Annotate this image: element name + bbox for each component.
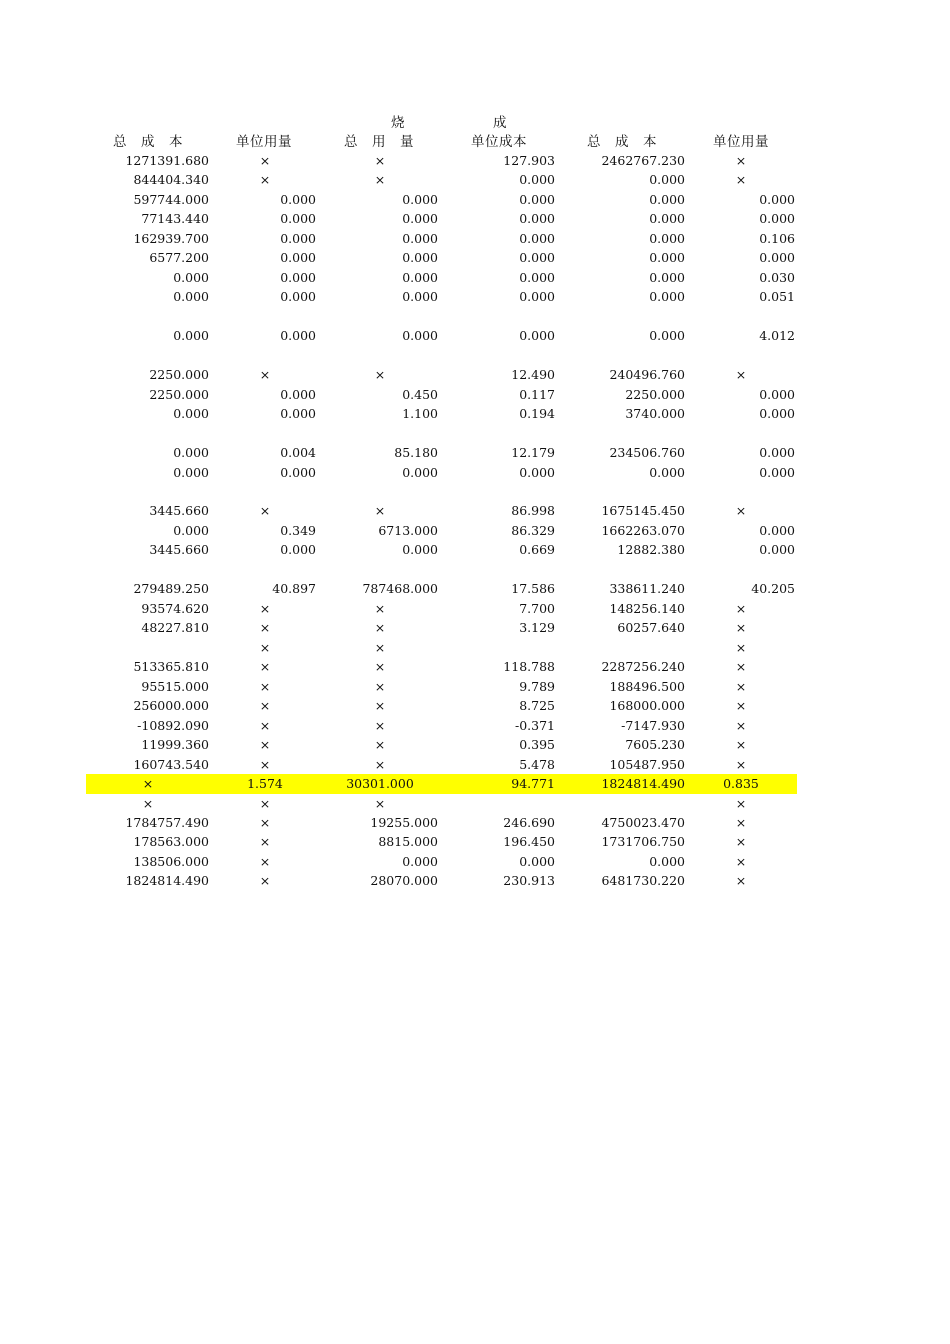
- table-cell: ×: [259, 503, 271, 519]
- table-cell: ×: [735, 659, 747, 675]
- table-cell: ×: [259, 153, 271, 168]
- table-cell: 9.789: [519, 678, 555, 694]
- table-cell: 1675145.450: [601, 503, 685, 519]
- table-cell: 4750023.470: [601, 814, 685, 830]
- table-cell: 6713.000: [378, 522, 438, 538]
- table-cell: 7605.230: [625, 737, 685, 753]
- table-cell: ×: [735, 873, 747, 889]
- table-cell: 12.490: [511, 367, 555, 383]
- table-cell: ×: [735, 503, 747, 519]
- table-cell: 0.000: [173, 269, 209, 285]
- table-cell: 0.000: [402, 542, 438, 558]
- table-cell: 0.669: [519, 542, 555, 558]
- table-cell: 40.897: [272, 581, 316, 597]
- table-cell: ×: [374, 639, 386, 655]
- table-cell: 0.106: [759, 230, 795, 246]
- table-cell: 0.000: [280, 230, 316, 246]
- table-cell: 0.000: [173, 328, 209, 344]
- table-cell: 0.000: [519, 328, 555, 344]
- table-cell: 1662263.070: [601, 522, 685, 538]
- table-cell: 28070.000: [370, 873, 438, 889]
- table-cell: 0.000: [759, 522, 795, 538]
- table-cell: 787468.000: [362, 581, 438, 597]
- table-cell: 0.000: [173, 445, 209, 461]
- table-cell: 0.000: [402, 211, 438, 227]
- table-cell: 0.835: [723, 776, 759, 792]
- table-cell: 0.004: [280, 445, 316, 461]
- table-cell: 160743.540: [133, 756, 209, 772]
- table-cell: 0.000: [519, 211, 555, 227]
- table-cell: 0.000: [649, 230, 685, 246]
- header-total-cost-2: 总 成 本: [587, 134, 657, 150]
- table-cell: 0.000: [759, 250, 795, 266]
- table-cell: ×: [374, 153, 386, 168]
- table-cell: 40.205: [751, 581, 795, 597]
- table-cell: 2250.000: [625, 386, 685, 402]
- table-cell: ×: [259, 678, 271, 694]
- table-cell: ×: [735, 172, 747, 188]
- table-cell: ×: [374, 756, 386, 772]
- table-cell: -7147.930: [621, 717, 685, 733]
- table-cell: ×: [735, 853, 747, 869]
- table-cell: 2287256.240: [601, 659, 685, 675]
- table-cell: 94.771: [511, 776, 555, 792]
- table-cell: 0.395: [519, 737, 555, 753]
- highlight-row-band: [86, 774, 797, 794]
- table-cell: ×: [374, 737, 386, 753]
- header-total-usage: 总 用 量: [344, 134, 414, 150]
- table-cell: 0.000: [649, 250, 685, 266]
- table-cell: 0.051: [759, 289, 795, 305]
- table-cell: 0.000: [402, 191, 438, 207]
- table-cell: 597744.000: [133, 191, 209, 207]
- table-cell: 0.000: [649, 191, 685, 207]
- table-cell: 168000.000: [609, 698, 685, 714]
- table-cell: 8815.000: [378, 834, 438, 850]
- table-cell: ×: [735, 639, 747, 655]
- table-cell: 1.574: [247, 776, 283, 792]
- table-cell: 0.000: [402, 464, 438, 480]
- table-cell: ×: [735, 834, 747, 850]
- table-cell: 0.000: [173, 289, 209, 305]
- table-cell: ×: [735, 153, 747, 168]
- table-cell: 7.700: [519, 600, 555, 616]
- table-cell: 1731706.750: [601, 834, 685, 850]
- table-cell: 3740.000: [625, 406, 685, 422]
- table-cell: ×: [259, 620, 271, 636]
- table-cell: 188496.500: [609, 678, 685, 694]
- table-cell: 0.000: [649, 328, 685, 344]
- table-cell: ×: [374, 600, 386, 616]
- table-cell: 0.030: [759, 269, 795, 285]
- table-cell: 3.129: [519, 620, 555, 636]
- table-cell: 0.000: [519, 191, 555, 207]
- table-cell: ×: [735, 795, 747, 811]
- table-cell: ×: [374, 367, 386, 383]
- table-cell: 0.000: [280, 250, 316, 266]
- table-cell: 2250.000: [149, 386, 209, 402]
- table-cell: 0.000: [280, 542, 316, 558]
- table-cell: 0.000: [759, 386, 795, 402]
- table-cell: 0.000: [280, 328, 316, 344]
- table-cell: 118.788: [503, 659, 555, 675]
- table-cell: 60257.640: [617, 620, 685, 636]
- table-cell: 1.100: [402, 406, 438, 422]
- table-cell: ×: [259, 698, 271, 714]
- table-cell: 234506.760: [609, 445, 685, 461]
- table-cell: 8.725: [519, 698, 555, 714]
- table-cell: ×: [735, 814, 747, 830]
- table-cell: 105487.950: [609, 756, 685, 772]
- table-cell: 0.000: [759, 542, 795, 558]
- table-cell: ×: [374, 659, 386, 675]
- table-cell: ×: [259, 873, 271, 889]
- title-left: 烧: [391, 115, 405, 131]
- table-cell: 48227.810: [141, 620, 209, 636]
- table-cell: 0.000: [402, 269, 438, 285]
- table-cell: 0.000: [402, 250, 438, 266]
- table-cell: ×: [259, 367, 271, 383]
- title-right: 成: [493, 115, 507, 131]
- table-cell: ×: [259, 814, 271, 830]
- table-cell: 0.000: [759, 191, 795, 207]
- table-cell: 0.000: [402, 230, 438, 246]
- table-cell: 0.000: [519, 464, 555, 480]
- table-cell: 30301.000: [346, 776, 414, 792]
- table-cell: ×: [142, 776, 154, 792]
- table-cell: ×: [735, 698, 747, 714]
- table-cell: 256000.000: [133, 698, 209, 714]
- table-cell: ×: [374, 717, 386, 733]
- table-cell: 1824814.490: [125, 873, 209, 889]
- table-cell: 0.194: [519, 406, 555, 422]
- table-cell: ×: [259, 756, 271, 772]
- table-cell: ×: [259, 834, 271, 850]
- table-cell: 0.000: [280, 211, 316, 227]
- table-cell: ×: [259, 172, 271, 188]
- table-cell: 0.000: [519, 172, 555, 188]
- table-cell: 86.329: [511, 522, 555, 538]
- table-cell: 0.450: [402, 386, 438, 402]
- table-cell: 0.000: [759, 464, 795, 480]
- table-cell: -0.371: [514, 717, 555, 733]
- header-unit-cost: 单位成本: [471, 134, 527, 150]
- table-cell: 0.000: [759, 211, 795, 227]
- table-cell: ×: [259, 600, 271, 616]
- table-cell: 196.450: [503, 834, 555, 850]
- table-cell: ×: [374, 172, 386, 188]
- table-cell: ×: [374, 795, 386, 811]
- table-cell: ×: [735, 620, 747, 636]
- table-cell: 2250.000: [149, 367, 209, 383]
- table-cell: ×: [735, 717, 747, 733]
- table-cell: 0.000: [519, 269, 555, 285]
- table-cell: ×: [374, 620, 386, 636]
- table-cell: 0.000: [519, 230, 555, 246]
- table-cell: 0.000: [280, 191, 316, 207]
- table-cell: 85.180: [394, 445, 438, 461]
- table-cell: 0.000: [402, 853, 438, 869]
- table-cell: ×: [735, 367, 747, 383]
- table-cell: ×: [735, 600, 747, 616]
- table-cell: ×: [259, 659, 271, 675]
- table-cell: 5.478: [519, 756, 555, 772]
- table-cell: 11999.360: [141, 737, 209, 753]
- table-cell: 138506.000: [133, 853, 209, 869]
- table-cell: 3445.660: [149, 503, 209, 519]
- table-cell: ×: [259, 737, 271, 753]
- table-cell: ×: [142, 795, 154, 811]
- table-cell: 0.000: [649, 211, 685, 227]
- table-cell: ×: [259, 717, 271, 733]
- table-cell: 148256.140: [609, 600, 685, 616]
- table-cell: ×: [374, 678, 386, 694]
- table-cell: 0.349: [280, 522, 316, 538]
- table-cell: 2462767.230: [601, 153, 685, 168]
- table-cell: 17.586: [511, 581, 555, 597]
- table-cell: 0.000: [759, 406, 795, 422]
- table-cell: 93574.620: [141, 600, 209, 616]
- table-cell: 0.000: [173, 406, 209, 422]
- table-cell: 162939.700: [133, 230, 209, 246]
- table-cell: ×: [259, 639, 271, 655]
- table-cell: 0.000: [402, 289, 438, 305]
- table-cell: 0.000: [173, 522, 209, 538]
- table-cell: 0.000: [759, 445, 795, 461]
- table-cell: 12.179: [511, 445, 555, 461]
- table-cell: 1784757.490: [125, 814, 209, 830]
- table-cell: 0.000: [280, 289, 316, 305]
- table-cell: 0.000: [280, 386, 316, 402]
- table-cell: 0.000: [173, 464, 209, 480]
- table-cell: 0.000: [280, 269, 316, 285]
- header-unit-usage-1: 单位用量: [236, 134, 292, 150]
- table-cell: 513365.810: [133, 659, 209, 675]
- table-cell: 279489.250: [133, 581, 209, 597]
- table-cell: -10892.090: [137, 717, 209, 733]
- table-cell: 230.913: [503, 873, 555, 889]
- table-cell: ×: [735, 678, 747, 694]
- table-cell: 338611.240: [609, 581, 685, 597]
- header-total-cost-1: 总 成 本: [113, 134, 183, 150]
- table-cell: 95515.000: [141, 678, 209, 694]
- table-cell: 1271391.680: [125, 153, 209, 168]
- table-cell: 77143.440: [141, 211, 209, 227]
- table-cell: 0.000: [519, 250, 555, 266]
- table-cell: 19255.000: [370, 814, 438, 830]
- table-cell: ×: [374, 503, 386, 519]
- table-cell: 178563.000: [133, 834, 209, 850]
- table-cell: ×: [735, 737, 747, 753]
- table-cell: 240496.760: [609, 367, 685, 383]
- table-cell: 127.903: [503, 153, 555, 168]
- table-cell: 86.998: [511, 503, 555, 519]
- table-cell: 0.117: [519, 386, 555, 402]
- header-unit-usage-2: 单位用量: [713, 134, 769, 150]
- table-cell: 844404.340: [133, 172, 209, 188]
- table-cell: 6577.200: [149, 250, 209, 266]
- table-cell: 1824814.490: [601, 776, 685, 792]
- table-cell: 0.000: [402, 328, 438, 344]
- table-cell: ×: [259, 795, 271, 811]
- table-cell: 0.000: [649, 853, 685, 869]
- table-cell: 0.000: [649, 172, 685, 188]
- table-cell: ×: [735, 756, 747, 772]
- table-cell: 6481730.220: [601, 873, 685, 889]
- table-cell: 0.000: [649, 464, 685, 480]
- table-cell: 0.000: [280, 406, 316, 422]
- table-cell: 0.000: [649, 269, 685, 285]
- table-cell: ×: [259, 853, 271, 869]
- table-cell: 0.000: [519, 853, 555, 869]
- table-cell: 3445.660: [149, 542, 209, 558]
- table-cell: ×: [374, 698, 386, 714]
- table-cell: 4.012: [759, 328, 795, 344]
- table-cell: 0.000: [280, 464, 316, 480]
- table-cell: 12882.380: [617, 542, 685, 558]
- table-cell: 0.000: [519, 289, 555, 305]
- table-cell: 246.690: [503, 814, 555, 830]
- table-cell: 0.000: [649, 289, 685, 305]
